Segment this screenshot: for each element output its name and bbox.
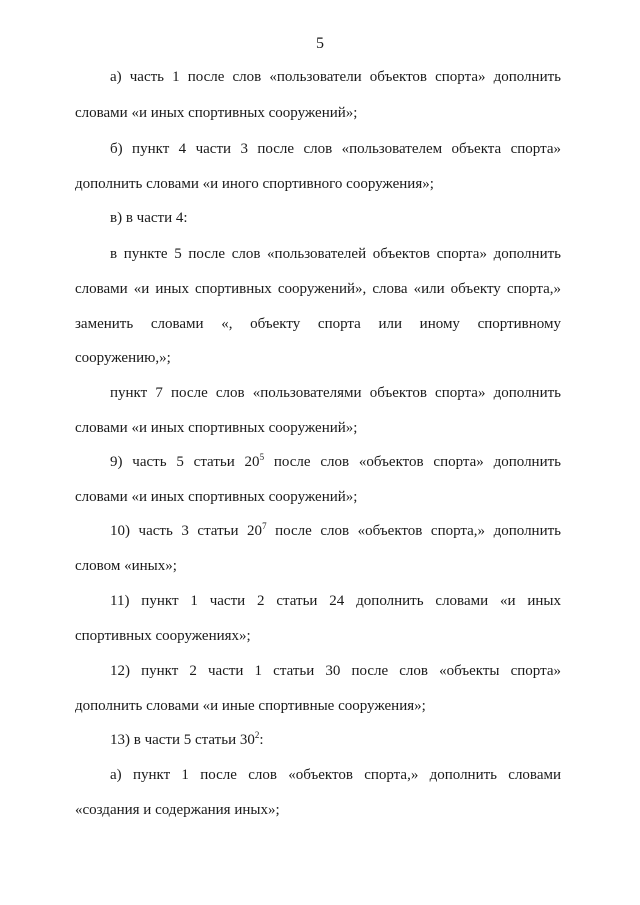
text-line: спортивных сооружениях»; bbox=[75, 628, 251, 644]
text-line: а) пункт 1 после слов «объектов спорта,» дополнить словами bbox=[110, 767, 561, 783]
text-line: сооружению,»; bbox=[75, 350, 171, 366]
page-number: 5 bbox=[316, 35, 324, 52]
superscript: 7 bbox=[262, 521, 267, 531]
text-line: б) пункт 4 части 3 после слов «пользователем объекта спорта» bbox=[110, 141, 561, 157]
text-line: в пункте 5 после слов «пользователей объектов спорта» дополнить bbox=[110, 246, 561, 262]
text-line-with-superscript bbox=[110, 452, 561, 472]
text-line: словами «и иных спортивных сооружений», слова «или объекту спорта,» bbox=[75, 281, 561, 297]
text-line-with-superscript bbox=[110, 730, 264, 750]
text-line: «создания и содержания иных»; bbox=[75, 802, 280, 818]
text-line: 12) пункт 2 части 1 статьи 30 после слов «объекты спорта» bbox=[110, 663, 561, 679]
text-line: заменить словами «, объекту спорта или иному спортивному bbox=[75, 316, 561, 332]
text-line: а) часть 1 после слов «пользователи объектов спорта» дополнить bbox=[110, 69, 561, 85]
text-segment: после слов «объектов спорта,» дополнить bbox=[275, 523, 562, 539]
text-segment: 13) в части 5 статьи 30 bbox=[110, 732, 255, 748]
text-line: словами «и иных спортивных сооружений»; bbox=[75, 420, 358, 436]
text-line: словом «иных»; bbox=[75, 558, 177, 574]
text-line-with-superscript bbox=[110, 521, 561, 541]
text-segment: 10) часть 3 статьи 20 bbox=[110, 523, 263, 539]
text-segment: 9) часть 5 статьи 20 bbox=[110, 454, 260, 470]
text-line: в) в части 4: bbox=[110, 210, 188, 226]
text-line: пункт 7 после слов «пользователями объектов спорта» дополнить bbox=[110, 385, 561, 401]
text-line: словами «и иных спортивных сооружений»; bbox=[75, 489, 358, 505]
superscript: 5 bbox=[259, 452, 265, 462]
superscript: 2 bbox=[254, 730, 260, 740]
text-line: дополнить словами «и иные спортивные сооружения»; bbox=[75, 698, 426, 714]
text-segment: после слов «объектов спорта» дополнить bbox=[273, 454, 562, 470]
text-line: словами «и иных спортивных сооружений»; bbox=[75, 105, 358, 121]
text-line: 11) пункт 1 части 2 статьи 24 дополнить словами «и иных bbox=[110, 593, 561, 609]
text-segment: : bbox=[259, 732, 264, 748]
text-line: дополнить словами «и иного спортивного сооружения»; bbox=[75, 176, 434, 192]
